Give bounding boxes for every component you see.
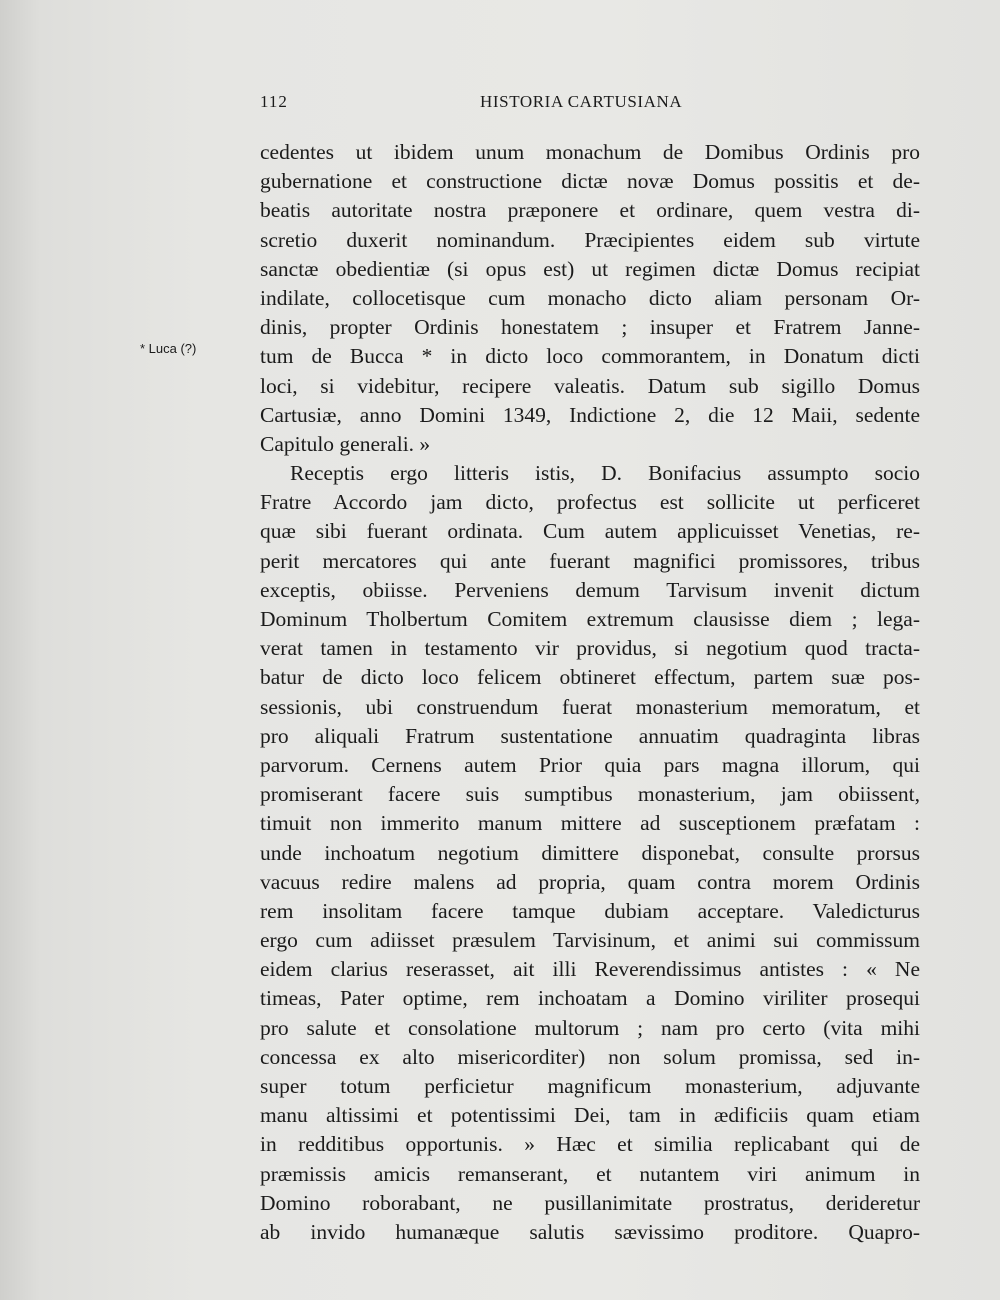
- text-line: Domino roborabant, ne pusillanimitate prostratus, derideretur: [260, 1190, 920, 1215]
- text-line: concessa ex alto misericorditer) non solum promissa, sed in-: [260, 1044, 920, 1069]
- paragraph-first-line: Receptis ergo litteris istis, D. Bonifacius assumpto socio: [290, 461, 920, 486]
- text-line: verat tamen in testamento vir providus, si negotium quod tracta-: [260, 636, 920, 661]
- margin-note: * Luca (?): [140, 341, 197, 356]
- text-line: rem insolitam facere tamque dubiam acceptare. Valedicturus: [260, 898, 920, 923]
- text-line: scretio duxerit nominandum. Præcipientes eidem sub virtute: [260, 227, 920, 252]
- text-line: Dominum Tholbertum Comitem extremum clausisse diem ; lega-: [260, 607, 920, 631]
- text-line: indilate, collocetisque cum monacho dicto aliam personam Or-: [260, 285, 920, 310]
- text-line: Capitulo generali. »: [260, 431, 431, 456]
- text-line: eidem clarius reserasset, ait illi Reverendissimus antistes : « Ne: [260, 957, 920, 982]
- text-line: cedentes ut ibidem unum monachum de Domibus Ordinis pro: [260, 140, 920, 164]
- text-line: perit mercatores qui ante fuerant magnifici promissores, tribus: [260, 548, 920, 573]
- text-line: ergo cum adiisset præsulem Tarvisinum, et animi sui commissum: [260, 928, 920, 953]
- text-line: vacuus redire malens ad propria, quam contra morem Ordinis: [260, 869, 920, 894]
- text-line: quæ sibi fuerant ordinata. Cum autem applicuisset Venetias, re-: [260, 519, 920, 544]
- text-line: gubernatione et constructione dictæ novæ Domus possitis et de-: [260, 169, 920, 194]
- text-line: batur de dicto loco felicem obtineret effectum, partem suæ pos-: [260, 665, 920, 690]
- page-header: [260, 92, 920, 118]
- body-text: [260, 138, 920, 1247]
- text-line: ab invido humanæque salutis sævissimo proditore. Quapro-: [260, 1219, 920, 1244]
- text-line: in redditibus opportunis. » Hæc et similia replicabant qui de: [260, 1132, 920, 1157]
- text-line: dinis, propter Ordinis honestatem ; insuper et Fratrem Janne-: [260, 315, 920, 340]
- text-line: Fratre Accordo jam dicto, profectus est sollicite ut perficeret: [260, 490, 920, 515]
- text-line: parvorum. Cernens autem Prior quia pars magna illorum, qui: [260, 752, 920, 777]
- text-line: timeas, Pater optime, rem inchoatam a Domino viriliter prosequi: [260, 986, 920, 1011]
- text-line: loci, si videbitur, recipere valeatis. Datum sub sigillo Domus: [260, 373, 920, 398]
- text-line: pro aliquali Fratrum sustentatione annuatim quadraginta libras: [260, 723, 920, 748]
- text-line: sanctæ obedientiæ (si opus est) ut regimen dictæ Domus recipiat: [260, 256, 920, 281]
- text-line: unde inchoatum negotium dimittere disponebat, consulte prorsus: [260, 840, 920, 865]
- text-line: promiserant facere suis sumptibus monasterium, jam obiissent,: [260, 782, 920, 807]
- running-title: HISTORIA CARTUSIANA: [480, 92, 683, 111]
- text-line: super totum perficietur magnificum monasterium, adjuvante: [260, 1074, 920, 1098]
- text-line: pro salute et consolatione multorum ; nam pro certo (vita mihi: [260, 1015, 920, 1040]
- text-line: exceptis, obiisse. Perveniens demum Tarvisum invenit dictum: [260, 577, 920, 602]
- text-line: manu altissimi et potentissimi Dei, tam in ædificiis quam etiam: [260, 1103, 920, 1128]
- text-line: tum de Bucca * in dicto loco commorantem, in Donatum dicti: [260, 344, 920, 369]
- text-line: timuit non immerito manum mittere ad susceptionem præfatam :: [260, 811, 920, 836]
- text-line: sessionis, ubi construendum fuerat monasterium memoratum, et: [260, 694, 920, 719]
- text-line: beatis autoritate nostra præponere et ordinare, quem vestra di-: [260, 198, 920, 223]
- page-number: 112: [260, 92, 288, 111]
- text-line: præmissis amicis remanserant, et nutantem viri animum in: [260, 1161, 920, 1186]
- text-line: Cartusiæ, anno Domini 1349, Indictione 2, die 12 Maii, sedente: [260, 402, 920, 427]
